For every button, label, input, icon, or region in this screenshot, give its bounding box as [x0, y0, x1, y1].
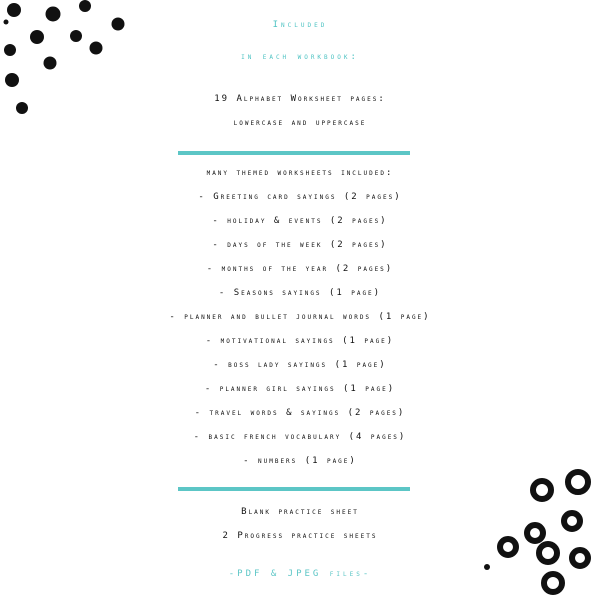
- practice-line-1: Blank practice sheet: [241, 507, 359, 517]
- page-title-line-1: Included: [272, 20, 328, 30]
- page-title-line-2: in each workbook:: [241, 52, 359, 62]
- list-item: - planner and bullet journal words (1 page): [169, 312, 431, 322]
- list-item: - numbers (1 page): [243, 456, 357, 466]
- list-item: - travel words & sayings (2 pages): [194, 408, 406, 418]
- divider-top: [178, 151, 410, 155]
- list-item: - days of the week (2 pages): [212, 240, 388, 250]
- alphabet-line-2: lowercase and uppercase: [233, 118, 367, 128]
- alphabet-line-1: 19 Alphabet Worksheet pages:: [214, 94, 386, 104]
- list-item: - planner girl sayings (1 page): [204, 384, 396, 394]
- themed-heading: many themed worksheets included:: [206, 168, 394, 178]
- list-item: - Seasons sayings (1 page): [218, 288, 382, 298]
- list-item: - motivational sayings (1 page): [205, 336, 395, 346]
- list-item: - basic french vocabulary (4 pages): [193, 432, 407, 442]
- list-item: - Greeting card sayings (2 pages): [198, 192, 402, 202]
- file-format-footer: -PDF & JPEG files-: [228, 569, 372, 579]
- list-item: - holiday & events (2 pages): [212, 216, 388, 226]
- divider-bottom: [178, 487, 410, 491]
- list-item: - boss lady sayings (1 page): [213, 360, 387, 370]
- practice-line-2: 2 Progress practice sheets: [222, 531, 378, 541]
- list-item: - months of the year (2 pages): [206, 264, 394, 274]
